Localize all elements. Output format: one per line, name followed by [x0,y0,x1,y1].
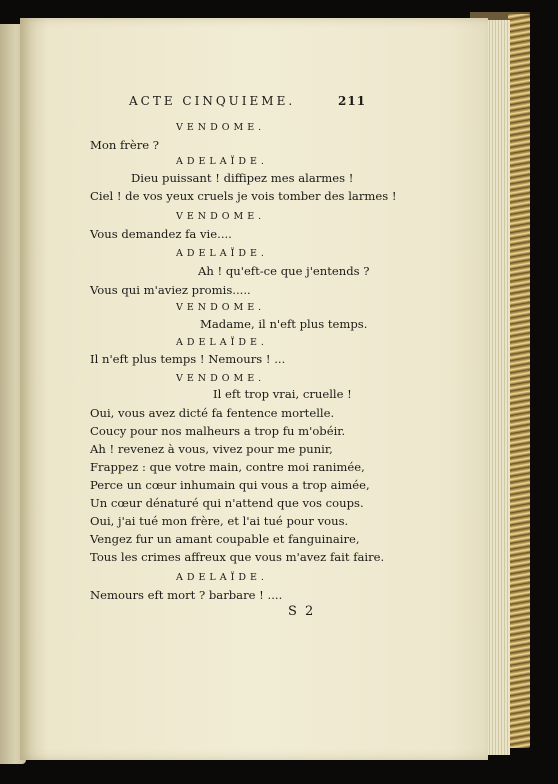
speaker-name: ADELAÏDE. [176,248,268,259]
verse-line: Il n'eft plus temps ! Nemours ! ... [90,352,286,366]
speaker-name: VENDOME. [176,211,266,222]
page-number: 211 [338,94,367,108]
verse-line: Vous demandez fa vie.... [90,227,232,241]
verse-line: Vengez fur un amant coupable et fanguinaire, [90,532,360,546]
verse-line: Vous qui m'aviez promis..... [90,283,251,297]
verse-line: Coucy pour nos malheurs a trop fu m'obéir. [90,424,346,438]
verse-line: Ah ! qu'eft-ce que j'entends ? [198,264,370,278]
verse-line: Ciel ! de vos yeux cruels je vois tomber des larmes ! [90,189,397,203]
verse-line: Frappez : que votre main, contre moi ranimée, [90,460,365,474]
speaker-name: ADELAÏDE. [176,337,268,348]
gilt-page-edge [508,14,530,748]
verse-line: Dieu puissant ! diffipez mes alarmes ! [131,171,354,185]
verse-line: Oui, j'ai tué mon frère, et l'ai tué pour vous. [90,514,349,528]
verse-line: Madame, il n'eft plus temps. [200,317,368,331]
verse-line: Tous les crimes affreux que vous m'avez fait faire. [90,550,385,564]
verse-line: Mon frère ? [90,138,160,152]
verse-line: Un cœur dénaturé qui n'attend que vos coups. [90,496,364,510]
speaker-name: VENDOME. [176,122,266,133]
speaker-name: ADELAÏDE. [176,572,268,583]
verse-line: Oui, vous avez dicté fa fentence mortelle. [90,406,335,420]
signature-mark: S 2 [288,604,316,619]
verse-line: Nemours eft mort ? barbare ! .... [90,588,283,602]
running-header: ACTE CINQUIEME. [129,94,296,108]
speaker-name: ADELAÏDE. [176,156,268,167]
speaker-name: VENDOME. [176,373,266,384]
speaker-name: VENDOME. [176,302,266,313]
verse-line: Ah ! revenez à vous, vivez pour me punir, [90,442,333,456]
verse-line: Perce un cœur inhumain qui vous a trop aimée, [90,478,370,492]
verse-line: Il eft trop vrai, cruelle ! [213,387,352,401]
